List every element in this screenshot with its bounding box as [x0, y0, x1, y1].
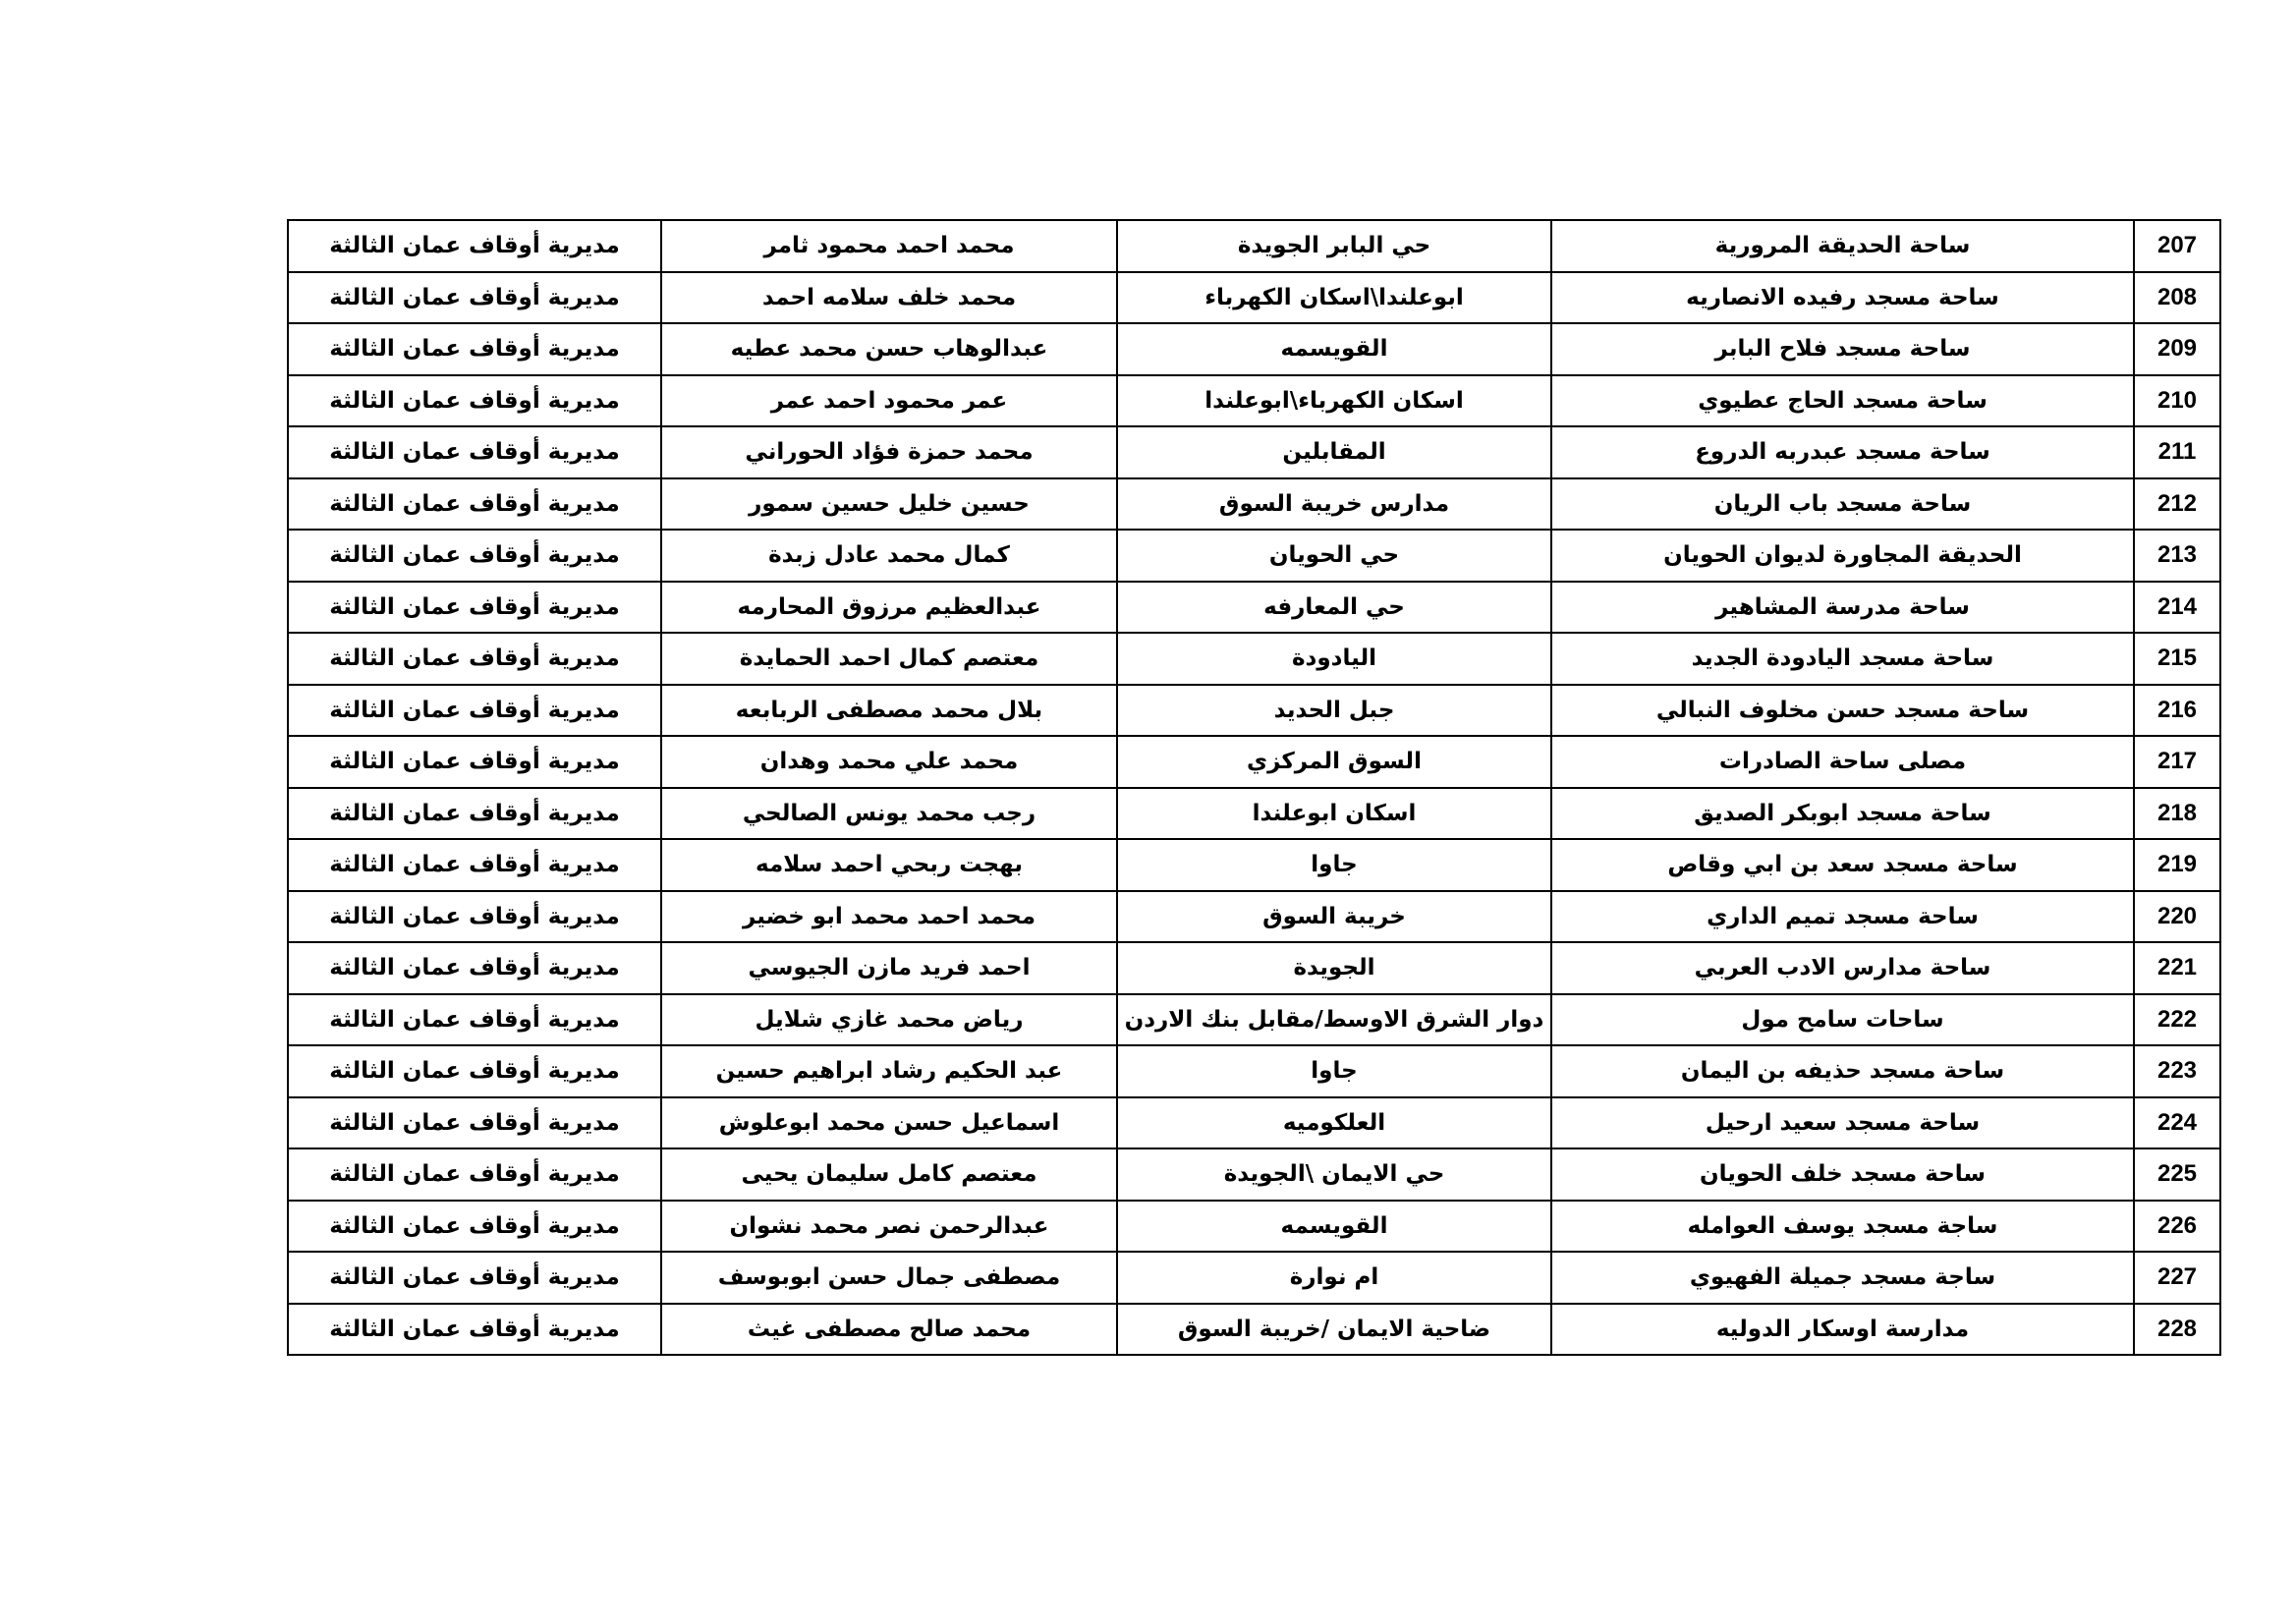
location-cell: ساحة الحديقة المرورية — [1551, 220, 2134, 272]
area-cell: الجويدة — [1117, 942, 1551, 994]
location-cell: ساحة مسجد حسن مخلوف النبالي — [1551, 685, 2134, 737]
row-number: 214 — [2134, 582, 2220, 634]
area-cell: المقابلين — [1117, 426, 1551, 478]
directorate-cell: مديرية أوقاف عمان الثالثة — [288, 994, 661, 1046]
area-cell: حي المعارفه — [1117, 582, 1551, 634]
area-cell: القويسمه — [1117, 1201, 1551, 1253]
directorate-cell: مديرية أوقاف عمان الثالثة — [288, 942, 661, 994]
row-number: 212 — [2134, 478, 2220, 531]
row-number: 226 — [2134, 1201, 2220, 1253]
table-row — [288, 1097, 2220, 1149]
table-row — [288, 323, 2220, 375]
location-cell: ساحة مسجد سعد بن ابي وقاص — [1551, 839, 2134, 891]
row-number: 217 — [2134, 736, 2220, 788]
table-body — [288, 220, 2220, 1355]
person-name-cell: معتصم كمال احمد الحمايدة — [661, 633, 1117, 685]
row-number: 222 — [2134, 994, 2220, 1046]
area-cell: خريبة السوق — [1117, 891, 1551, 943]
directorate-cell: مديرية أوقاف عمان الثالثة — [288, 685, 661, 737]
location-cell: ساحة مسجد خلف الحويان — [1551, 1148, 2134, 1201]
person-name-cell: مصطفى جمال حسن ابوبوسف — [661, 1252, 1117, 1304]
directorate-cell: مديرية أوقاف عمان الثالثة — [288, 839, 661, 891]
directorate-cell: مديرية أوقاف عمان الثالثة — [288, 375, 661, 427]
table-row — [288, 736, 2220, 788]
area-cell: جبل الحديد — [1117, 685, 1551, 737]
person-name-cell: حسين خليل حسين سمور — [661, 478, 1117, 531]
person-name-cell: رجب محمد يونس الصالحي — [661, 788, 1117, 840]
row-number: 215 — [2134, 633, 2220, 685]
row-number: 213 — [2134, 530, 2220, 582]
table-row — [288, 788, 2220, 840]
directorate-cell: مديرية أوقاف عمان الثالثة — [288, 788, 661, 840]
location-cell: ساحة مسجد عبدربه الدروع — [1551, 426, 2134, 478]
row-number: 208 — [2134, 272, 2220, 324]
row-number: 210 — [2134, 375, 2220, 427]
table-row — [288, 478, 2220, 531]
table-row — [288, 685, 2220, 737]
data-table — [287, 219, 2221, 1356]
row-number: 223 — [2134, 1045, 2220, 1097]
area-cell: العلكوميه — [1117, 1097, 1551, 1149]
person-name-cell: محمد احمد محمود ثامر — [661, 220, 1117, 272]
location-cell: ساحة مسجد تميم الداري — [1551, 891, 2134, 943]
directorate-cell: مديرية أوقاف عمان الثالثة — [288, 478, 661, 531]
directorate-cell: مديرية أوقاف عمان الثالثة — [288, 1252, 661, 1304]
location-cell: ساجة مسجد يوسف العوامله — [1551, 1201, 2134, 1253]
person-name-cell: احمد فريد مازن الجيوسي — [661, 942, 1117, 994]
directorate-cell: مديرية أوقاف عمان الثالثة — [288, 891, 661, 943]
table-row — [288, 1252, 2220, 1304]
area-cell: اليادودة — [1117, 633, 1551, 685]
person-name-cell: بلال محمد مصطفى الربابعه — [661, 685, 1117, 737]
table-row — [288, 1148, 2220, 1201]
person-name-cell: محمد خلف سلامه احمد — [661, 272, 1117, 324]
person-name-cell: عبدالوهاب حسن محمد عطيه — [661, 323, 1117, 375]
row-number: 225 — [2134, 1148, 2220, 1201]
row-number: 228 — [2134, 1304, 2220, 1356]
area-cell: جاوا — [1117, 1045, 1551, 1097]
person-name-cell: كمال محمد عادل زبدة — [661, 530, 1117, 582]
area-cell: اسكان ابوعلندا — [1117, 788, 1551, 840]
row-number: 220 — [2134, 891, 2220, 943]
location-cell: مدارسة اوسكار الدوليه — [1551, 1304, 2134, 1356]
area-cell: اسكان الكهرباء\ابوعلندا — [1117, 375, 1551, 427]
location-cell: ساجة مسجد جميلة الفهيوي — [1551, 1252, 2134, 1304]
area-cell: جاوا — [1117, 839, 1551, 891]
location-cell: ساحة مسجد الحاج عطيوي — [1551, 375, 2134, 427]
location-cell: الحديقة المجاورة لديوان الحويان — [1551, 530, 2134, 582]
person-name-cell: عبدالرحمن نصر محمد نشوان — [661, 1201, 1117, 1253]
location-cell: ساحة مسجد سعيد ارحيل — [1551, 1097, 2134, 1149]
table-row — [288, 220, 2220, 272]
area-cell: السوق المركزي — [1117, 736, 1551, 788]
table-row — [288, 942, 2220, 994]
area-cell: مدارس خريبة السوق — [1117, 478, 1551, 531]
row-number: 221 — [2134, 942, 2220, 994]
table-row — [288, 375, 2220, 427]
table-row — [288, 530, 2220, 582]
table-row — [288, 891, 2220, 943]
directorate-cell: مديرية أوقاف عمان الثالثة — [288, 323, 661, 375]
directorate-cell: مديرية أوقاف عمان الثالثة — [288, 1201, 661, 1253]
directorate-cell: مديرية أوقاف عمان الثالثة — [288, 426, 661, 478]
directorate-cell: مديرية أوقاف عمان الثالثة — [288, 633, 661, 685]
table-row — [288, 994, 2220, 1046]
directorate-cell: مديرية أوقاف عمان الثالثة — [288, 1304, 661, 1356]
row-number: 219 — [2134, 839, 2220, 891]
person-name-cell: عبدالعظيم مرزوق المحارمه — [661, 582, 1117, 634]
person-name-cell: رياض محمد غازي شلايل — [661, 994, 1117, 1046]
person-name-cell: محمد علي محمد وهدان — [661, 736, 1117, 788]
row-number: 227 — [2134, 1252, 2220, 1304]
directorate-cell: مديرية أوقاف عمان الثالثة — [288, 272, 661, 324]
directorate-cell: مديرية أوقاف عمان الثالثة — [288, 530, 661, 582]
location-cell: ساحة مدارس الادب العربي — [1551, 942, 2134, 994]
area-cell: القويسمه — [1117, 323, 1551, 375]
row-number: 224 — [2134, 1097, 2220, 1149]
area-cell: ضاحية الايمان /خريبة السوق — [1117, 1304, 1551, 1356]
location-cell: مصلى ساحة الصادرات — [1551, 736, 2134, 788]
directorate-cell: مديرية أوقاف عمان الثالثة — [288, 1097, 661, 1149]
person-name-cell: اسماعيل حسن محمد ابوعلوش — [661, 1097, 1117, 1149]
location-cell: ساحات سامح مول — [1551, 994, 2134, 1046]
person-name-cell: محمد حمزة فؤاد الحوراني — [661, 426, 1117, 478]
location-cell: ساحة مدرسة المشاهير — [1551, 582, 2134, 634]
table-row — [288, 633, 2220, 685]
table-row — [288, 426, 2220, 478]
directorate-cell: مديرية أوقاف عمان الثالثة — [288, 736, 661, 788]
area-cell: دوار الشرق الاوسط/مقابل بنك الاردن — [1117, 994, 1551, 1046]
row-number: 211 — [2134, 426, 2220, 478]
area-cell: ام نوارة — [1117, 1252, 1551, 1304]
directorate-cell: مديرية أوقاف عمان الثالثة — [288, 220, 661, 272]
person-name-cell: محمد صالح مصطفى غيث — [661, 1304, 1117, 1356]
directorate-cell: مديرية أوقاف عمان الثالثة — [288, 582, 661, 634]
table-row — [288, 1045, 2220, 1097]
person-name-cell: بهجت ربحي احمد سلامه — [661, 839, 1117, 891]
directorate-cell: مديرية أوقاف عمان الثالثة — [288, 1045, 661, 1097]
area-cell: حي البابر الجويدة — [1117, 220, 1551, 272]
table-row — [288, 1201, 2220, 1253]
location-cell: ساحة مسجد رفيده الانصاريه — [1551, 272, 2134, 324]
row-number: 209 — [2134, 323, 2220, 375]
location-cell: ساحة مسجد فلاح البابر — [1551, 323, 2134, 375]
area-cell: حي الايمان \الجويدة — [1117, 1148, 1551, 1201]
location-cell: ساحة مسجد حذيفه بن اليمان — [1551, 1045, 2134, 1097]
person-name-cell: معتصم كامل سليمان يحيى — [661, 1148, 1117, 1201]
table-row — [288, 1304, 2220, 1356]
person-name-cell: محمد احمد محمد ابو خضير — [661, 891, 1117, 943]
directorate-cell: مديرية أوقاف عمان الثالثة — [288, 1148, 661, 1201]
table-row — [288, 582, 2220, 634]
row-number: 216 — [2134, 685, 2220, 737]
area-cell: حي الحويان — [1117, 530, 1551, 582]
area-cell: ابوعلندا\اسكان الكهرباء — [1117, 272, 1551, 324]
location-cell: ساحة مسجد باب الريان — [1551, 478, 2134, 531]
row-number: 207 — [2134, 220, 2220, 272]
person-name-cell: عبد الحكيم رشاد ابراهيم حسين — [661, 1045, 1117, 1097]
location-cell: ساحة مسجد ابوبكر الصديق — [1551, 788, 2134, 840]
table-row — [288, 272, 2220, 324]
person-name-cell: عمر محمود احمد عمر — [661, 375, 1117, 427]
table-row — [288, 839, 2220, 891]
location-cell: ساحة مسجد اليادودة الجديد — [1551, 633, 2134, 685]
row-number: 218 — [2134, 788, 2220, 840]
